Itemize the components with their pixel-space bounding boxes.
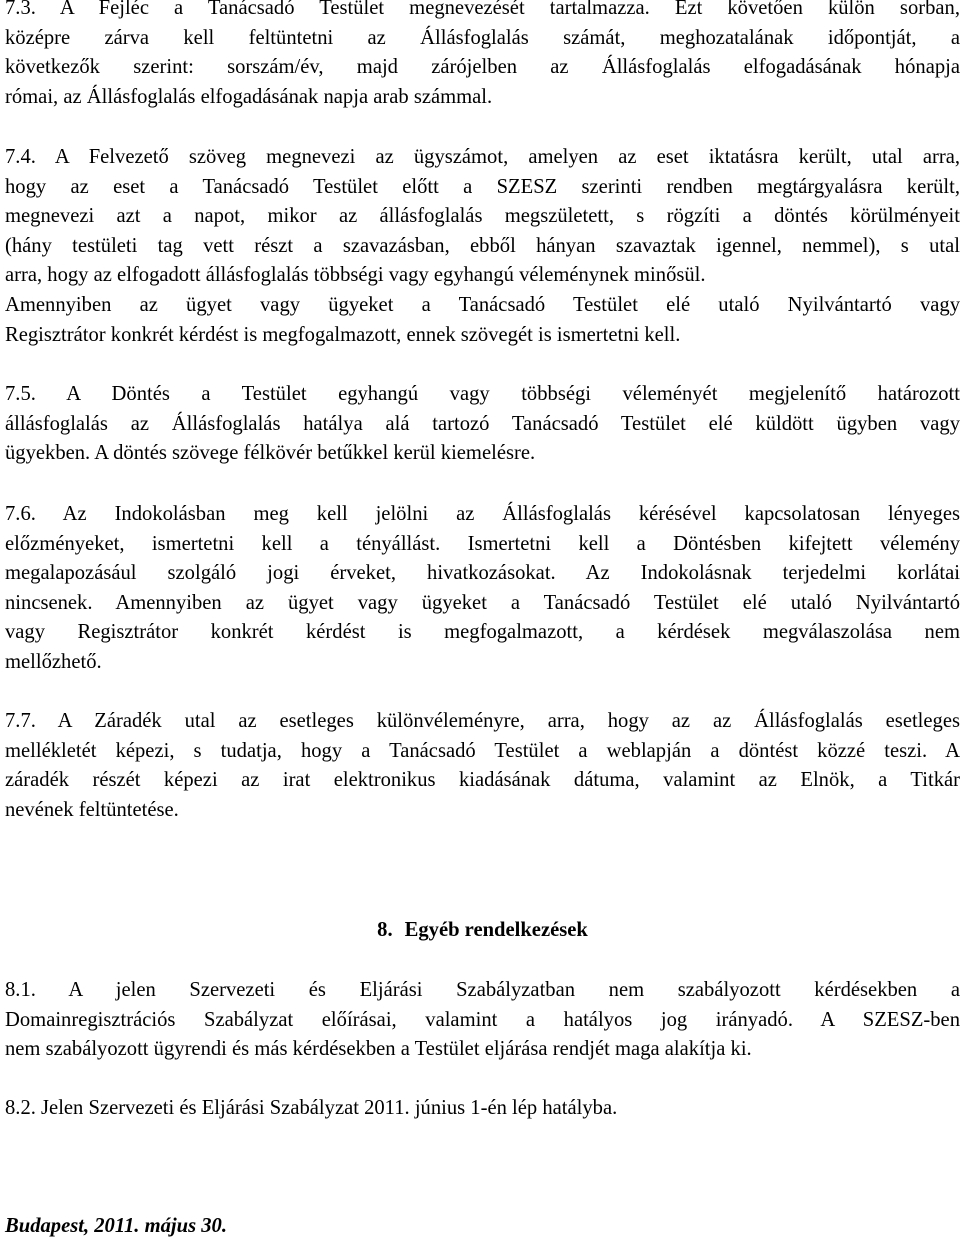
text-line: arra, hogy az elfogadott állásfoglalás többségi vagy egyhangú véleménynek minősül. bbox=[5, 264, 706, 287]
text-line: ügyekben. A döntés szövege félkövér betűkkel kerül kiemelésre. bbox=[5, 442, 536, 465]
text-line: középre zárva kell feltüntetni az Állásfoglalás számát, meghozatalának időpontját, a bbox=[5, 26, 960, 49]
text-line: vagy Regisztrátor konkrét kérdést is megfogalmazott, a kérdések megválaszolása nem bbox=[5, 621, 960, 644]
section-number: 8. bbox=[377, 919, 393, 941]
text-line: megnevezi azt a napot, mikor az állásfoglalás megszületett, s rögzíti a döntés körülményeit bbox=[5, 205, 960, 228]
text-line: záradék részét képezi az irat elektronikus kiadásának dátuma, valamint az Elnök, a Titkár bbox=[5, 769, 960, 792]
text-line: állásfoglalás az Állásfoglalás hatálya alá tartozó Tanácsadó Testület elé küldött ügyben vagy bbox=[5, 412, 960, 435]
paragraph-8-2 bbox=[5, 1094, 960, 1124]
place-and-date: Budapest, 2011. május 30. bbox=[5, 1215, 227, 1237]
text-line: Amennyiben az ügyet vagy ügyeket a Tanácsadó Testület elé utaló Nyilvántartó vagy bbox=[5, 293, 960, 316]
text-line: Regisztrátor konkrét kérdést is megfogalmazott, ennek szövegét is ismertetni kell. bbox=[5, 323, 681, 346]
text-line: 8.1. A jelen Szervezeti és Eljárási Szabályzatban nem szabályozott kérdésekben a bbox=[5, 979, 960, 1001]
paragraph-7-6 bbox=[5, 500, 960, 678]
text-line: mellékletét képezi, s tudatja, hogy a Tanácsadó Testület a weblapján a döntést közzé teszi. A bbox=[5, 739, 960, 762]
section-title-text: Egyéb rendelkezések bbox=[404, 919, 588, 941]
text-line: következők szerint: sorszám/év, majd zárójelben az Állásfoglalás elfogadásának hónapja bbox=[5, 56, 960, 79]
text-line: 7.4. A Felvezető szöveg megnevezi az ügyszámot, amelyen az eset iktatásra került, utal arra, bbox=[5, 146, 960, 168]
text-line: Domainregisztrációs Szabályzat előírásai, valamint a hatályos jog irányadó. A SZESZ-ben bbox=[5, 1008, 960, 1031]
text-line: (hány testületi tag vett részt a szavazásban, ebből hányan szavaztak igennel, nemmel), s utal bbox=[5, 234, 960, 257]
text-line: 7.5. A Döntés a Testület egyhangú vagy többségi véleményét megjelenítő határozott bbox=[5, 383, 960, 405]
paragraph-7-7 bbox=[5, 707, 960, 825]
text-line: római, az Állásfoglalás elfogadásának napja arab számmal. bbox=[5, 85, 493, 108]
text-line: 7.3. A Fejléc a Tanácsadó Testület megnevezését tartalmazza. Ezt követően külön sorban, bbox=[5, 0, 960, 19]
text-line: 8.2. Jelen Szervezeti és Eljárási Szabályzat 2011. június 1-én lép hatályba. bbox=[5, 1097, 618, 1119]
text-line: előzményeket, ismertetni kell a tényállást. Ismertetni kell a Döntésben kifejtett vélemény bbox=[5, 532, 960, 555]
text-line: nevének feltüntetése. bbox=[5, 798, 179, 821]
text-line: megalapozásául szolgáló jogi érveket, hivatkozásokat. Az Indokolásnak terjedelmi korlátai bbox=[5, 562, 960, 585]
paragraph-7-3 bbox=[5, 0, 960, 112]
paragraph-7-4 bbox=[5, 143, 960, 350]
section-heading bbox=[5, 916, 960, 946]
text-line: nincsenek. Amennyiben az ügyet vagy ügyeket a Tanácsadó Testület elé utaló Nyilvántartó bbox=[5, 591, 960, 614]
text-line: 7.7. A Záradék utal az esetleges különvéleményre, arra, hogy az az Állásfoglalás esetleges bbox=[5, 710, 960, 732]
paragraph-8-1 bbox=[5, 976, 960, 1065]
text-line: 7.6. Az Indokolásban meg kell jelölni az Állásfoglalás kérésével kapcsolatosan lényeges bbox=[5, 503, 960, 525]
text-line: hogy az eset a Tanácsadó Testület előtt a SZESZ szerinti rendben megtárgyalásra került, bbox=[5, 175, 960, 198]
text-line: nem szabályozott ügyrendi és más kérdésekben a Testület eljárása rendjét maga alakítja ki. bbox=[5, 1038, 752, 1061]
document-page bbox=[5, 0, 960, 1244]
text-line: mellőzhető. bbox=[5, 650, 102, 673]
paragraph-7-5 bbox=[5, 380, 960, 469]
